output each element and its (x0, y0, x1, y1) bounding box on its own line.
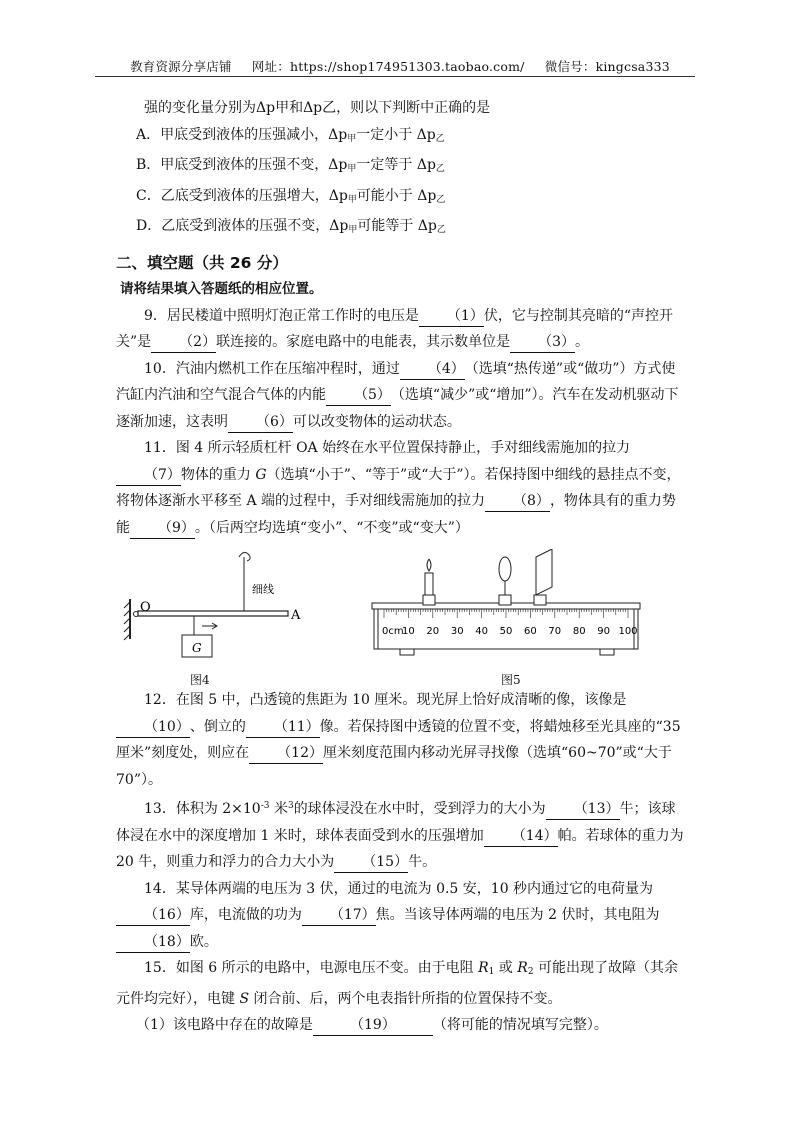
blank-15: （15） (334, 852, 408, 873)
fig5-tick-label: 30 (450, 626, 464, 637)
fig5-tick-label: 20 (426, 626, 440, 637)
blank-9: （9） (130, 518, 195, 539)
exam-page (116, 95, 686, 1039)
blank-12: （12） (249, 743, 323, 764)
q14: 14．某导体两端的电压为 3 伏，通过的电流为 0.5 安，10 秒内通过它的电荷量为（16）库，电流做的功为 （17）焦。当该导体两端的电压为 2 伏时，其电阻为（18）欧。 (116, 876, 686, 956)
fig4-caption: 图4 (190, 673, 210, 687)
blank-17: （17） (302, 905, 376, 926)
q15: 15．如图 6 所示的电路中，电源电压不变。由于电阻 $R_1$ 或 $R_2$ 可能出现了故障（其余元件均完好），电键 S 闭合前、后，两个电表指针所指的位置保持不变。 (116, 960, 678, 1007)
section-note: 请将结果填入答题纸的相应位置。 (120, 281, 323, 297)
figures-row (116, 549, 686, 687)
blank-2: （2） (151, 332, 216, 353)
q8-option-a: A．甲底受到液体的压强减小，$\Delta p_甲$一定小于 $\Delta p_乙$ (136, 126, 445, 144)
blank-8: （8） (485, 491, 550, 512)
fig5-tick-label: 50 (499, 626, 513, 637)
q10: 10．汽油内燃机工作在压缩冲程时，通过 （4）（选填“热传递”或“做功”）方式使汽缸内汽油和空气混合气体的内能 （5）（选填“减少”或“增加”）。汽车在发动机驱动下逐渐加速，这表明 （6）可以改变物体的运动状态。 (116, 356, 686, 436)
fig5-tick-label: 100 (618, 626, 638, 637)
fig5-tick-label: 70 (548, 626, 562, 637)
fig5-tick-label: 10 (402, 626, 415, 637)
blank-4: （4） (400, 359, 465, 380)
blank-5: （5） (326, 385, 391, 406)
q13: 13．体积为 $2\times 10^{-3}$ 米$^3$的球体浸没在水中时，受到浮力的大小为 （13）牛；该球体浸在水中的深度增加 1 米时，球体表面受到水的压强增加 （14）帕。若球体的重力为 20 牛，则重力和浮力的合力大小为 （15）牛。 (116, 793, 686, 876)
q8-option-b: B．甲底受到液体的压强不变，$\Delta p_甲$一定等于 $\Delta p_乙$ (136, 157, 445, 174)
blank-7: （7） (116, 465, 181, 486)
section-title: 二、填空题（共 26 分） (116, 253, 288, 272)
q8-stem: 强的变化量分别为Δp甲和Δp乙，则以下判断中正确的是 (144, 100, 491, 116)
shop-url: 网址：https://shop174951303.taobao.com/ (251, 59, 525, 74)
blank-16: （16） (116, 905, 190, 926)
fig5-tick-label: 40 (475, 626, 488, 637)
header-rule (95, 76, 695, 77)
shop-name: 教育资源分享店铺 (130, 59, 232, 74)
blank-18: （18） (116, 932, 190, 953)
fig4-label-g: G (192, 641, 202, 655)
q9: 9．居民楼道中照明灯泡正常工作时的电压是 （1）伏，它与控制其亮暗的“声控开关”是 （2）联连接的。家庭电路中的电能表，其示数单位是 （3）。 (116, 303, 686, 356)
blank-3: （3） (510, 332, 575, 353)
fig4-label-o: O (140, 600, 151, 615)
wechat-id: 微信号：kingcsa333 (544, 59, 670, 74)
fig5-tick-label: 90 (597, 626, 610, 637)
q8-option-d: D．乙底受到液体的压强不变，$\Delta p_甲$可能等于 $\Delta p_乙$ (136, 218, 446, 235)
fig4-label-string: 细线 (252, 583, 274, 596)
fig5-caption: 图5 (501, 673, 521, 687)
fig5-tick-label: 80 (572, 626, 586, 637)
blank-10: （10） (116, 717, 190, 738)
fig5-tick-label: 0cm (382, 626, 404, 637)
q11: 11．图 4 所示轻质杠杆 OA 始终在水平位置保持静止，手对细线需施加的拉力（7）物体的重力 G（选填“小于”、“等于”或“大于”）。若保持图中细线的悬挂点不变，将物体逐渐水平移至 A 端的过程中，手对细线需施加的拉力 （8），物体具有的重力势能 （9）。（后两空均选填“变小”、“不变”或“变大”） (116, 435, 686, 541)
q15-sub1: （1）该电路中存在的故障是 （19） （将可能的情况填写完整）。 (116, 1012, 686, 1039)
blank-11: （11） (246, 717, 320, 738)
fig5-optical-bench (372, 549, 640, 655)
blank-13: （13） (546, 799, 620, 820)
q12: 12．在图 5 中，凸透镜的焦距为 10 厘米。现光屏上恰好成清晰的像，该像是（10）、倒立的 （11）像。若保持图中透镜的位置不变，将蜡烛移至光具座的“35 厘米”刻度处，则应在 （12）厘米刻度范围内移动光屏寻找像（选填“60~70”或“大于 70”）。 (116, 692, 681, 788)
fig4-label-a: A (291, 608, 301, 623)
page-header (0, 57, 800, 75)
q8-option-c: C．乙底受到液体的压强增大，$\Delta p_甲$可能小于 $\Delta p_乙$ (136, 187, 446, 205)
blank-1: （1） (419, 306, 484, 327)
blank-14: （14） (484, 826, 558, 847)
blank-6: （6） (228, 412, 293, 433)
fig5-tick-label: 60 (524, 626, 537, 637)
blank-19: （19） (313, 1015, 433, 1036)
